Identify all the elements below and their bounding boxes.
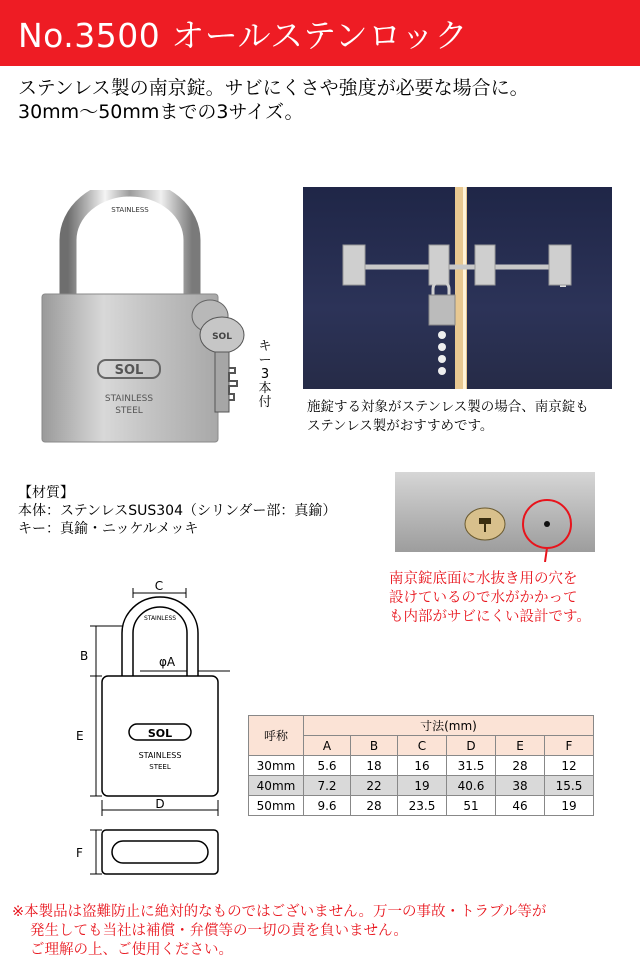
diagram-label-e: E	[76, 729, 84, 743]
spec-col-header: F	[545, 736, 594, 756]
material-body: 本体：ステンレスSUS304（シリンダー部：真鍮）	[18, 503, 337, 519]
material-key: キー：真鍮・ニッケルメッキ	[18, 521, 199, 537]
table-cell: 7.2	[304, 776, 351, 796]
diagram-label-a: φA	[158, 655, 176, 669]
usage-caption	[307, 398, 589, 436]
table-cell: 28	[496, 756, 545, 776]
spec-col-header: E	[496, 736, 545, 756]
spec-dims-header: 寸法(mm)	[304, 716, 594, 736]
spec-col-header: B	[351, 736, 398, 756]
drain-note-line-1: 南京錠底面に水抜き用の穴を	[389, 571, 578, 587]
disclaimer-line-3: ご理解の上、ご使用ください。	[30, 942, 233, 958]
table-cell: 15.5	[545, 776, 594, 796]
spec-col-header: C	[398, 736, 447, 756]
drain-note	[389, 570, 591, 627]
padlock-brand: SOL	[114, 363, 144, 378]
diagram-label-f: F	[76, 846, 83, 860]
diagram-label-b: B	[80, 649, 89, 663]
lock-bottom-photo	[395, 472, 595, 562]
drain-hole-icon	[544, 521, 550, 527]
diagram-text-1: STAINLESS	[138, 751, 182, 760]
table-cell: 46	[496, 796, 545, 816]
diagram-bottom-view	[102, 830, 218, 874]
disclaimer-line-1: ※本製品は盗難防止に絶対的なものではございません。万一の事故・トラブル等が	[12, 904, 547, 920]
spec-name-header: 呼称	[249, 716, 304, 756]
padlock-shackle-text: STAINLESS	[111, 206, 149, 214]
page-title: No.3500 オールステンロック	[18, 16, 469, 55]
table-cell: 40.6	[447, 776, 496, 796]
intro-line-2: 30mm〜50mmまでの3サイズ。	[18, 101, 304, 123]
table-cell: 5.6	[304, 756, 351, 776]
table-cell: 23.5	[398, 796, 447, 816]
svg-text:SOL: SOL	[212, 332, 232, 342]
table-cell: 28	[351, 796, 398, 816]
table-row	[249, 796, 594, 816]
disclaimer	[12, 903, 546, 960]
drain-note-line-2: 設けているので水がかかって	[389, 590, 578, 606]
diagram-label-d: D	[155, 797, 165, 811]
padlock-text-1: STAINLESS	[104, 394, 154, 404]
diagram-brand: SOL	[147, 727, 173, 740]
diagram-label-c: C	[154, 579, 164, 593]
table-cell: 50mm	[249, 796, 304, 816]
table-cell: 31.5	[447, 756, 496, 776]
padlock-photo	[30, 190, 280, 450]
title-banner	[0, 0, 640, 66]
usage-photo-art	[303, 187, 612, 389]
spec-table	[248, 715, 594, 816]
disclaimer-line-2: 発生しても当社は補償・弁償等の一切の責を負いません。	[30, 923, 408, 939]
spec-col-header: A	[304, 736, 351, 756]
usage-caption-line-1: 施錠する対象がステンレス製の場合、南京錠も	[307, 399, 589, 415]
table-row	[249, 756, 594, 776]
spec-col-header: D	[447, 736, 496, 756]
padlock-text-2: STEEL	[115, 406, 143, 416]
usage-caption-line-2: ステンレス製がおすすめです。	[307, 418, 494, 434]
table-cell: 12	[545, 756, 594, 776]
table-cell: 19	[398, 776, 447, 796]
table-cell: 22	[351, 776, 398, 796]
intro-line-1: ステンレス製の南京錠。サビにくさや強度が必要な場合に。	[18, 77, 529, 99]
table-cell: 9.6	[304, 796, 351, 816]
table-cell: 30mm	[249, 756, 304, 776]
table-cell: 40mm	[249, 776, 304, 796]
diagram-shackle-text: STAINLESS	[143, 615, 177, 622]
table-cell: 16	[398, 756, 447, 776]
material-heading: 【材質】	[18, 485, 74, 501]
dimension-diagram	[60, 578, 245, 888]
intro-text	[18, 76, 529, 124]
diagram-text-2: STEEL	[149, 763, 171, 771]
table-cell: 19	[545, 796, 594, 816]
material-block	[18, 484, 336, 538]
usage-photo	[303, 187, 612, 389]
drain-note-line-3: も内部がサビにくい設計です。	[389, 609, 591, 625]
small-padlock-icon	[429, 295, 455, 325]
table-cell: 51	[447, 796, 496, 816]
table-row	[249, 776, 594, 796]
table-cell: 18	[351, 756, 398, 776]
key-count-note: キー3本付	[258, 339, 272, 410]
table-cell: 38	[496, 776, 545, 796]
